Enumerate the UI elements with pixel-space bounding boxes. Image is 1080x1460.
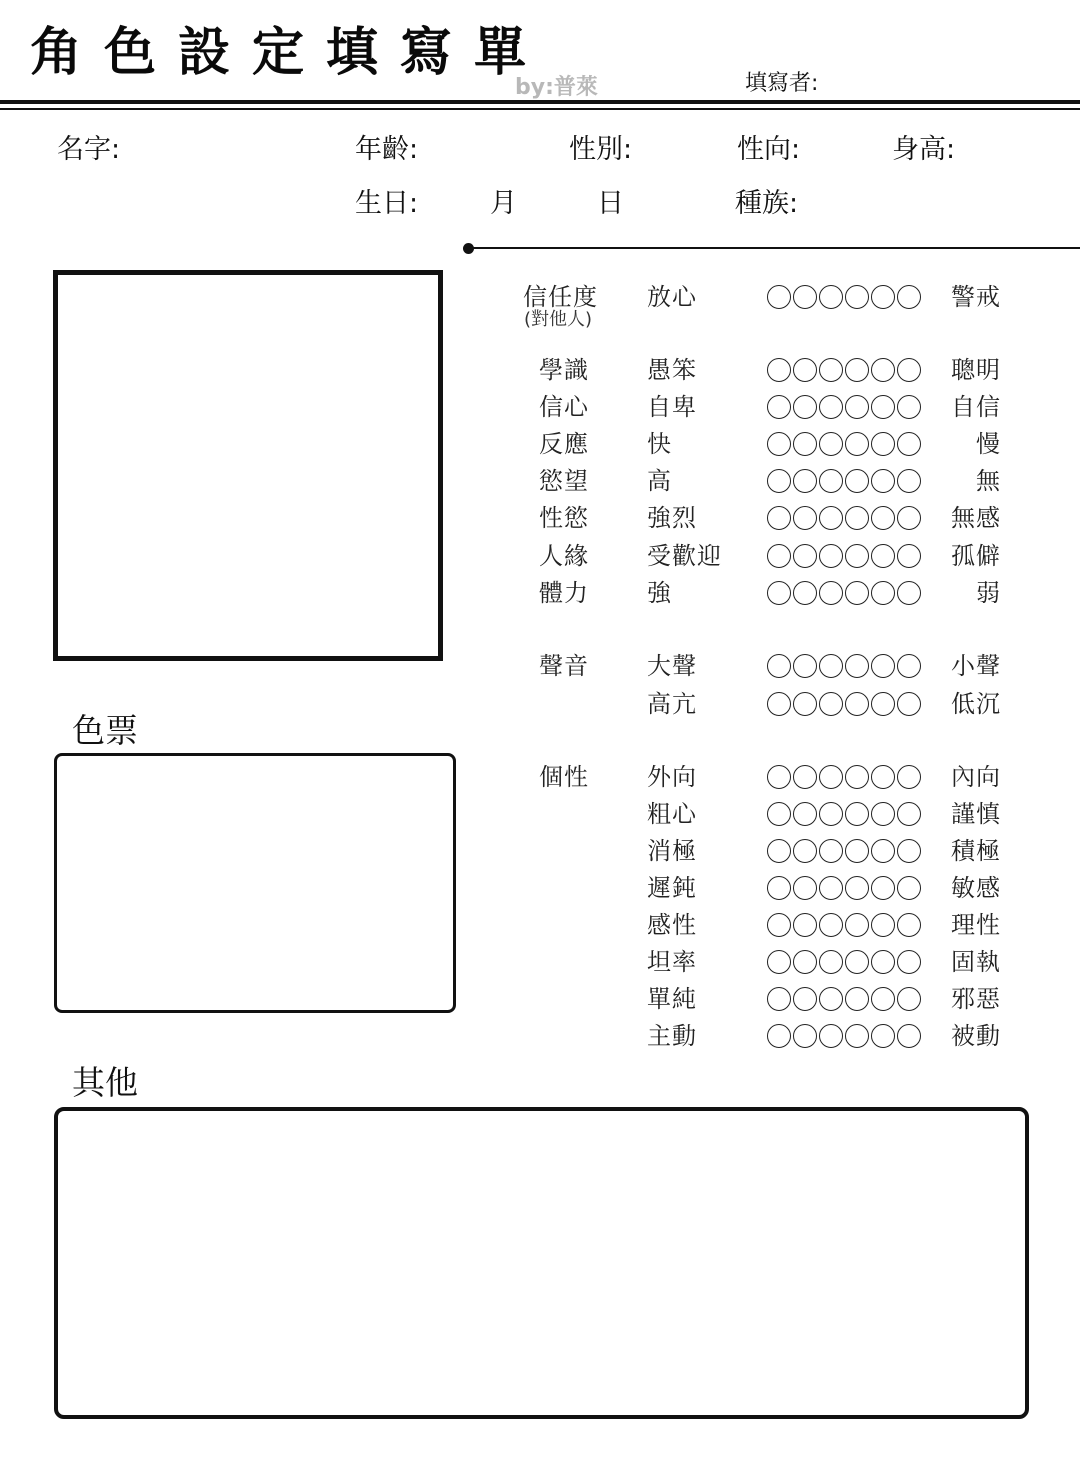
scale-circle-option[interactable]: [845, 432, 869, 456]
trait-scale-circles: [767, 987, 921, 1011]
scale-circle-option[interactable]: [845, 802, 869, 826]
trait-left-label: 高: [647, 467, 672, 495]
color-palette-box: [54, 753, 456, 1013]
scale-circle-option[interactable]: [897, 581, 921, 605]
trait-category-label: 人緣: [539, 542, 589, 570]
trait-right-label: 警戒: [951, 283, 1001, 311]
orientation-field-label: 性向:: [737, 134, 801, 165]
scale-circle-option[interactable]: [793, 913, 817, 937]
scale-circle-option[interactable]: [845, 544, 869, 568]
scale-circle-option[interactable]: [819, 987, 843, 1011]
scale-circle-option[interactable]: [845, 395, 869, 419]
scale-circle-option[interactable]: [767, 358, 791, 382]
scale-circle-option[interactable]: [845, 285, 869, 309]
scale-circle-option[interactable]: [871, 432, 895, 456]
trait-left-label: 粗心: [647, 800, 697, 828]
scale-circle-option[interactable]: [871, 506, 895, 530]
scale-circle-option[interactable]: [793, 654, 817, 678]
scale-circle-option[interactable]: [845, 765, 869, 789]
scale-circle-option[interactable]: [871, 839, 895, 863]
scale-circle-option[interactable]: [897, 1024, 921, 1048]
scale-circle-option[interactable]: [871, 654, 895, 678]
scale-circle-option[interactable]: [819, 765, 843, 789]
trait-left-label: 外向: [647, 763, 697, 791]
scale-circle-option[interactable]: [897, 469, 921, 493]
trait-category-note: (對他人): [524, 309, 593, 330]
trait-scale-circles: [767, 1024, 921, 1048]
other-notes-box: [54, 1107, 1029, 1419]
scale-circle-option[interactable]: [767, 802, 791, 826]
scale-circle-option[interactable]: [845, 581, 869, 605]
scale-circle-option[interactable]: [897, 358, 921, 382]
trait-left-label: 放心: [647, 283, 697, 311]
trait-right-label: 孤僻: [951, 542, 1001, 570]
trait-scale-circles: [767, 358, 921, 382]
scale-circle-option[interactable]: [871, 987, 895, 1011]
trait-category-label: 慾望: [539, 467, 589, 495]
scale-circle-option[interactable]: [845, 692, 869, 716]
scale-circle-option[interactable]: [871, 469, 895, 493]
scale-circle-option[interactable]: [845, 506, 869, 530]
trait-right-label: 聰明: [951, 356, 1001, 384]
trait-scale-circles: [767, 395, 921, 419]
scale-circle-option[interactable]: [793, 692, 817, 716]
scale-circle-option[interactable]: [845, 913, 869, 937]
scale-circle-option[interactable]: [793, 395, 817, 419]
form-title: 角色設定填寫單: [30, 22, 549, 83]
scale-circle-option[interactable]: [871, 544, 895, 568]
scale-circle-option[interactable]: [793, 506, 817, 530]
header-rule-thick: [0, 100, 1080, 104]
scale-circle-option[interactable]: [845, 654, 869, 678]
scale-circle-option[interactable]: [871, 802, 895, 826]
trait-right-label: 無感: [951, 504, 1001, 532]
trait-left-label: 愚笨: [647, 356, 697, 384]
scale-circle-option[interactable]: [845, 876, 869, 900]
scale-circle-option[interactable]: [871, 692, 895, 716]
scale-circle-option[interactable]: [819, 506, 843, 530]
scale-circle-option[interactable]: [819, 950, 843, 974]
scale-circle-option[interactable]: [819, 544, 843, 568]
scale-circle-option[interactable]: [845, 839, 869, 863]
trait-category-label: 個性: [539, 763, 589, 791]
trait-scale-circles: [767, 765, 921, 789]
other-label: 其他: [72, 1063, 138, 1102]
scale-circle-option[interactable]: [793, 802, 817, 826]
trait-right-label: 被動: [951, 1022, 1001, 1050]
scale-circle-option[interactable]: [767, 839, 791, 863]
birthday-day-label: 日: [597, 188, 624, 219]
scale-circle-option[interactable]: [767, 765, 791, 789]
scale-circle-option[interactable]: [845, 950, 869, 974]
scale-circle-option[interactable]: [819, 654, 843, 678]
trait-left-label: 感性: [647, 911, 697, 939]
scale-circle-option[interactable]: [767, 506, 791, 530]
trait-scale-circles: [767, 506, 921, 530]
trait-right-label: 自信: [951, 393, 1001, 421]
trait-scale-circles: [767, 432, 921, 456]
trait-category-label: 反應: [539, 430, 589, 458]
trait-scale-circles: [767, 544, 921, 568]
scale-circle-option[interactable]: [767, 469, 791, 493]
scale-circle-option[interactable]: [819, 432, 843, 456]
scale-circle-option[interactable]: [819, 1024, 843, 1048]
scale-circle-option[interactable]: [845, 358, 869, 382]
scale-circle-option[interactable]: [897, 765, 921, 789]
trait-category-label: 學識: [539, 356, 589, 384]
trait-scale-circles: [767, 654, 921, 678]
filler-label: 填寫者:: [745, 71, 819, 96]
trait-right-label: 小聲: [951, 652, 1001, 680]
scale-circle-option[interactable]: [845, 469, 869, 493]
trait-right-label: 慢: [976, 430, 1001, 458]
scale-circle-option[interactable]: [871, 581, 895, 605]
trait-scale-circles: [767, 581, 921, 605]
trait-scale-circles: [767, 950, 921, 974]
scale-circle-option[interactable]: [819, 802, 843, 826]
scale-circle-option[interactable]: [819, 469, 843, 493]
scale-circle-option[interactable]: [871, 1024, 895, 1048]
scale-circle-option[interactable]: [793, 432, 817, 456]
trait-left-label: 坦率: [647, 948, 697, 976]
trait-scale-circles: [767, 469, 921, 493]
scale-circle-option[interactable]: [845, 987, 869, 1011]
trait-category-label: 性慾: [539, 504, 589, 532]
age-field-label: 年齡:: [355, 134, 419, 165]
portrait-box: [53, 270, 443, 661]
scale-circle-option[interactable]: [897, 285, 921, 309]
scale-circle-option[interactable]: [793, 469, 817, 493]
scale-circle-option[interactable]: [871, 395, 895, 419]
trait-right-label: 低沉: [951, 690, 1001, 718]
scale-circle-option[interactable]: [767, 950, 791, 974]
trait-category-label: 聲音: [539, 652, 589, 680]
scale-circle-option[interactable]: [767, 285, 791, 309]
scale-circle-option[interactable]: [897, 839, 921, 863]
scale-circle-option[interactable]: [767, 692, 791, 716]
scale-circle-option[interactable]: [793, 1024, 817, 1048]
trait-right-label: 理性: [951, 911, 1001, 939]
scale-circle-option[interactable]: [897, 395, 921, 419]
scale-circle-option[interactable]: [897, 432, 921, 456]
scale-circle-option[interactable]: [767, 876, 791, 900]
trait-left-label: 高亢: [647, 690, 697, 718]
scale-circle-option[interactable]: [767, 544, 791, 568]
scale-circle-option[interactable]: [793, 358, 817, 382]
trait-scale-circles: [767, 913, 921, 937]
trait-right-label: 弱: [976, 579, 1001, 607]
separator-line: [468, 247, 1080, 249]
scale-circle-option[interactable]: [897, 876, 921, 900]
birthday-month-label: 月: [490, 188, 517, 219]
scale-circle-option[interactable]: [793, 581, 817, 605]
scale-circle-option[interactable]: [819, 876, 843, 900]
trait-right-label: 內向: [951, 763, 1001, 791]
scale-circle-option[interactable]: [819, 913, 843, 937]
author-credit: by:普萊: [515, 75, 598, 100]
trait-left-label: 遲鈍: [647, 874, 697, 902]
trait-left-label: 消極: [647, 837, 697, 865]
scale-circle-option[interactable]: [793, 987, 817, 1011]
race-field-label: 種族:: [735, 188, 799, 219]
scale-circle-option[interactable]: [767, 654, 791, 678]
scale-circle-option[interactable]: [897, 950, 921, 974]
trait-left-label: 主動: [647, 1022, 697, 1050]
scale-circle-option[interactable]: [767, 395, 791, 419]
scale-circle-option[interactable]: [793, 950, 817, 974]
scale-circle-option[interactable]: [897, 654, 921, 678]
scale-circle-option[interactable]: [897, 506, 921, 530]
scale-circle-option[interactable]: [871, 876, 895, 900]
trait-category-label: 信心: [539, 393, 589, 421]
trait-right-label: 固執: [951, 948, 1001, 976]
scale-circle-option[interactable]: [871, 358, 895, 382]
scale-circle-option[interactable]: [793, 765, 817, 789]
trait-left-label: 受歡迎: [647, 542, 722, 570]
scale-circle-option[interactable]: [767, 1024, 791, 1048]
trait-right-label: 積極: [951, 837, 1001, 865]
scale-circle-option[interactable]: [819, 839, 843, 863]
gender-field-label: 性別:: [569, 134, 633, 165]
trait-right-label: 敏感: [951, 874, 1001, 902]
trait-left-label: 強: [647, 579, 672, 607]
scale-circle-option[interactable]: [897, 802, 921, 826]
trait-left-label: 大聲: [647, 652, 697, 680]
name-field-label: 名字:: [57, 134, 121, 165]
scale-circle-option[interactable]: [819, 581, 843, 605]
birthday-field-label: 生日:: [355, 188, 419, 219]
scale-circle-option[interactable]: [767, 913, 791, 937]
trait-category-label: 信任度: [523, 283, 598, 311]
trait-category-label: 體力: [539, 579, 589, 607]
trait-left-label: 強烈: [647, 504, 697, 532]
scale-circle-option[interactable]: [845, 1024, 869, 1048]
scale-circle-option[interactable]: [767, 987, 791, 1011]
scale-circle-option[interactable]: [897, 544, 921, 568]
trait-scale-circles: [767, 692, 921, 716]
scale-circle-option[interactable]: [897, 692, 921, 716]
scale-circle-option[interactable]: [819, 358, 843, 382]
scale-circle-option[interactable]: [871, 950, 895, 974]
scale-circle-option[interactable]: [897, 913, 921, 937]
scale-circle-option[interactable]: [819, 692, 843, 716]
scale-circle-option[interactable]: [871, 285, 895, 309]
scale-circle-option[interactable]: [793, 544, 817, 568]
palette-label: 色票: [72, 711, 138, 750]
header-rule-thin: [0, 108, 1080, 110]
trait-left-label: 快: [647, 430, 672, 458]
height-field-label: 身高:: [892, 134, 956, 165]
scale-circle-option[interactable]: [767, 432, 791, 456]
trait-right-label: 邪惡: [951, 985, 1001, 1013]
scale-circle-option[interactable]: [793, 839, 817, 863]
trait-right-label: 謹慎: [951, 800, 1001, 828]
trait-right-label: 無: [976, 467, 1001, 495]
trait-scale-circles: [767, 876, 921, 900]
scale-circle-option[interactable]: [871, 765, 895, 789]
scale-circle-option[interactable]: [793, 876, 817, 900]
scale-circle-option[interactable]: [819, 395, 843, 419]
trait-scale-circles: [767, 285, 921, 309]
scale-circle-option[interactable]: [819, 285, 843, 309]
scale-circle-option[interactable]: [793, 285, 817, 309]
scale-circle-option[interactable]: [767, 581, 791, 605]
trait-scale-circles: [767, 839, 921, 863]
trait-left-label: 自卑: [647, 393, 697, 421]
scale-circle-option[interactable]: [871, 913, 895, 937]
trait-scale-circles: [767, 802, 921, 826]
trait-left-label: 單純: [647, 985, 697, 1013]
scale-circle-option[interactable]: [897, 987, 921, 1011]
